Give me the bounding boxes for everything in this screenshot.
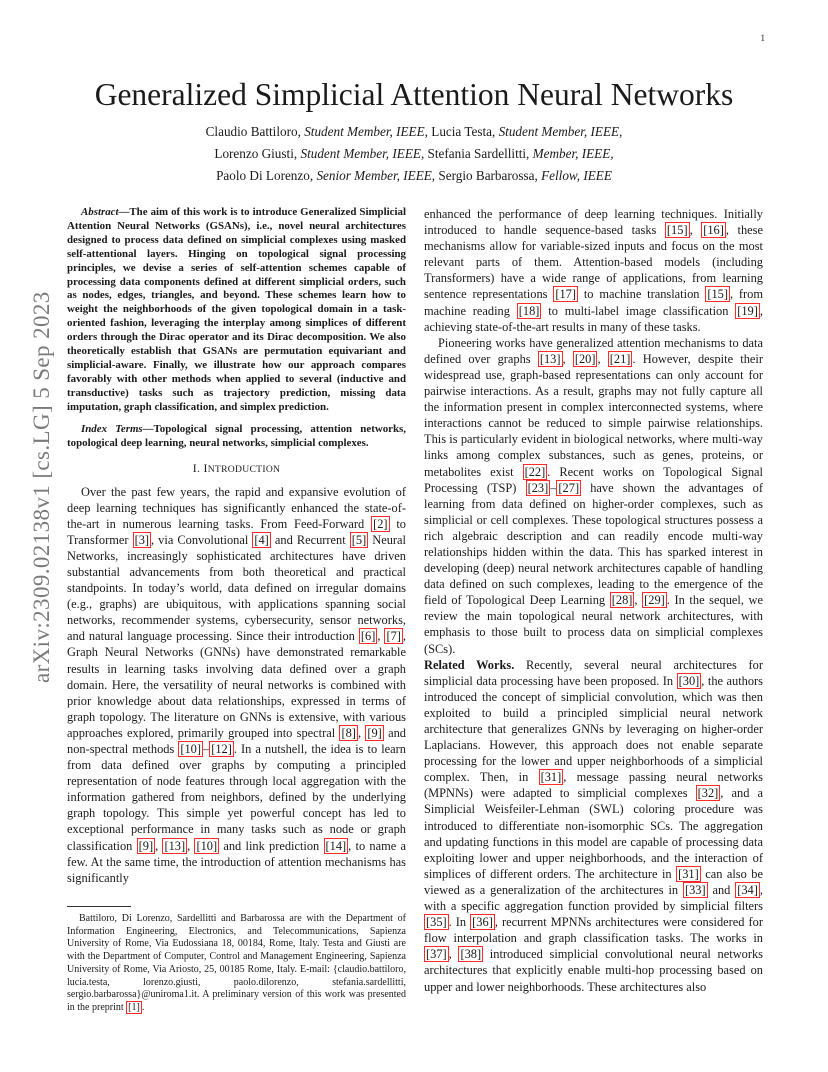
author-membership: Fellow, IEEE: [541, 168, 612, 183]
citation-link[interactable]: [12]: [211, 742, 232, 756]
citation-link[interactable]: [1]: [128, 1001, 140, 1013]
author-membership: Member, IEEE,: [532, 146, 614, 161]
citation-link[interactable]: [14]: [325, 838, 347, 853]
citation-link[interactable]: [9]: [138, 838, 154, 853]
right-column: [424, 206, 763, 995]
index-terms-text: —Topological signal processing, attention networks, topological deep learning, neural networks, simplicial complexes.: [67, 422, 406, 449]
citation-link[interactable]: [16]: [703, 223, 724, 238]
citation-link[interactable]: [5]: [351, 532, 367, 547]
citation-link[interactable]: [18]: [518, 303, 540, 318]
citation-link[interactable]: [27]: [558, 480, 580, 495]
citation-link[interactable]: [9]: [367, 725, 382, 740]
citation-link[interactable]: [22]: [524, 464, 546, 479]
introduction-paragraph: Over the past few years, the rapid and expansive evolution of deep learning techniques has significantly enhanced the state-of-the-art in numerous learning tasks. From Feed-Forward [2] to Transformer [3] , via Convolutional [4] and Recurrent [5] Neural Networks, increasingly sophisticated architectures have driven substantial advancements from both theoretical and practical standpoints. In today’s world, data defined on irregular domains (e.g., graphs) are ubiquitous, with applications spanning social networks, recommender systems, cybersecurity, sensor networks, and natural language processing. Since their introduction [6] , [7] , Graph Neural Networks (GNNs) have demonstrated remarkable results in learning tasks involving data defined over a graph domain. Here, the versatility of neural networks is combined with prior knowledge about data relationships, expressed in terms of graph topology. The literature on GNNs is extensive, with various approaches explored, primarily grouped into spectral [8] , [9] and non-spectral methods [10] – [12] . In a nutshell, the idea is to learn from data defined over graphs by computing a principled representation of node features through local aggregation with the information gathered from neighbors, defined by the underlying graph topology. This simple yet powerful concept has led to exceptional performance in many tasks such as node or graph classification [9] , [13] , [10] and link prediction [14] , to name a few. At the same time, the introduction of attention mechanisms has significantly: [67, 484, 406, 885]
abstract: [67, 206, 406, 415]
citation-link[interactable]: [17]: [555, 287, 577, 302]
citation-link[interactable]: [10]: [180, 742, 201, 756]
author-membership: Student Member, IEEE,: [498, 124, 623, 139]
citation-link[interactable]: [7]: [386, 629, 401, 644]
citation-link[interactable]: [20]: [574, 351, 596, 366]
citation-link[interactable]: [2]: [373, 516, 388, 531]
arxiv-identifier-stamp[interactable]: arXiv:2309.02138v1 [cs.LG] 5 Sep 2023: [29, 291, 54, 683]
author-name: Claudio Battiloro,: [205, 124, 301, 139]
citation-link[interactable]: [35]: [426, 915, 447, 930]
index-terms: [67, 423, 406, 451]
author-membership: Student Member, IEEE,: [300, 146, 425, 161]
citation-link[interactable]: [8]: [341, 725, 356, 740]
citation-link[interactable]: [31]: [678, 866, 699, 881]
citation-link[interactable]: [36]: [472, 915, 493, 930]
author-name: Stefania Sardellitti,: [427, 146, 530, 161]
citation-link[interactable]: [28]: [611, 593, 633, 608]
author-name: Paolo Di Lorenzo,: [216, 168, 314, 183]
citation-link[interactable]: [3]: [134, 532, 150, 547]
citation-link[interactable]: [30]: [678, 673, 700, 688]
citation-link[interactable]: [13]: [539, 351, 561, 366]
related-works-paragraph: Related Works. Recently, several neural architectures for simplicial data processing have been proposed. In [30] , the authors introduced the concept of simplicial convolution, which was then exploited to build a principled simplicial neural network architecture that generalizes GNNs by leveraging on higher-order Laplacians. However, this approach does not enable separate processing for the lower and upper neighborhoods of a simplicial complex. Then, in [31] , message passing neural networks (MPNNs) were adapted to simplicial complexes [32] , and a Simplicial Weisfeiler-Lehman (SWL) coloring procedure was introduced to differentiate non-isomorphic SCs. The aggregation and updating functions in this model are capable of processing data exploiting lower and upper neighborhoods, and the interaction of simplices of different orders. The architecture in [31] can also be viewed as a generalization of the architectures in [33] and [34] , with a specific aggregation function provided by simplicial filters [35] . In [36] , recurrent MPNNs architectures were considered for flow interpolation and graph classification tasks. The works in [37] , [38] introduced simplicial convolutional neural networks architectures that explicitly enable multi-hop processing based on upper and lower neighborhoods. These architectures also: [424, 657, 764, 994]
citation-link[interactable]: [10]: [196, 838, 218, 853]
citation-link[interactable]: [29]: [644, 593, 665, 608]
related-works-label: Related Works.: [424, 657, 515, 672]
abstract-label: Abstract: [81, 206, 119, 218]
footnote-separator: [67, 906, 131, 907]
citation-link[interactable]: [37]: [426, 947, 447, 962]
author-line-3: [0, 165, 828, 187]
citation-link[interactable]: [4]: [254, 532, 269, 547]
author-line-1: [0, 121, 828, 143]
abstract-text: —The aim of this work is to introduce Generalized Simplicial Attention Neural Networks (GSANs), i.e., novel neural architectures designed to process data defined on simplicial complexes using masked self-attentional layers. Hinging on topological signal processing principles, we devise a series of self-attention schemes capable of processing data components defined at different simplicial orders, such as nodes, edges, triangles, and beyond. These schemes learn how to weight the neighborhoods of the given topological domain in a task-oriented fashion, leveraging the interplay among simplices of different orders through the Dirac operator and its Dirac decomposition. We also theoretically establish that GSANs are permutation equivariant and simplicial-aware. Finally, we illustrate how our approach compares favorably with other methods when applied to several (inductive and transductive) tasks such as trajectory prediction, missing data imputation, graph classification, and simplex prediction.: [67, 206, 406, 413]
citation-link[interactable]: [32]: [697, 786, 719, 801]
citation-link[interactable]: [13]: [164, 838, 186, 853]
introduction-paragraph: enhanced the performance of deep learning techniques. Initially introduced to handle sequence-based tasks [15] , [16] , these mechanisms allow for variable-sized inputs and focus on the most relevant parts of them. Attention-based models (including Transformers) have a wide range of applications, from learning sentence representations [17] to machine translation [15] , from machine reading [18] to multi-label image classification [19] , achieving state-of-the-art results in many of these tasks.: [424, 207, 763, 334]
author-line-2: [0, 143, 828, 165]
citation-link[interactable]: [31]: [540, 770, 562, 785]
author-membership: Student Member, IEEE,: [304, 124, 428, 139]
citation-link[interactable]: [38]: [460, 947, 482, 962]
index-terms-label: Index Terms: [81, 422, 143, 435]
section-heading-introduction: I. INTRODUCTION: [192, 461, 281, 476]
citation-link[interactable]: [15]: [666, 223, 688, 238]
citation-link[interactable]: [23]: [527, 480, 549, 495]
author-membership: Senior Member, IEEE,: [316, 168, 436, 183]
introduction-paragraph: Pioneering works have generalized attention mechanisms to data defined over graphs [13] , [20] , [21] . However, despite their widespread use, graph-based representations can only account for pairwise interactions. As a result, graphs may not fully capture all the information present in complex interconnected systems, where interactions cannot be reduced to simple pairwise relationships. This is particularly evident in biological networks, where multi-way links among complex substances, such as genes, proteins, or metabolites exist [22] . Recent works on Topological Signal Processing (TSP) [23] – [27] have shown the advantages of learning from data defined on higher-order complexes, such as simplicial or cell complexes. These topological structures possess a rich algebraic description and can readily encode multi-way relationships hidden within the data. This has sparked interest in developing (deep) neural network architectures capable of handling data defined on such complexes, leading to the emergence of the field of Topological Deep Learning [28] , [29] . In the sequel, we review the main topological neural network architectures, with emphasis to those built to process data on simplicial complexes (SCs).: [424, 335, 763, 656]
citation-link[interactable]: [21]: [609, 351, 631, 366]
citation-link[interactable]: [19]: [737, 303, 758, 318]
page-number: 1: [760, 33, 765, 43]
author-name: Lorenzo Giusti,: [214, 146, 298, 161]
citation-link[interactable]: [33]: [684, 882, 706, 897]
citation-link[interactable]: [6]: [360, 629, 376, 644]
paper-title: Generalized Simplicial Attention Neural Networks: [94, 77, 734, 112]
citation-link[interactable]: [34]: [737, 882, 758, 897]
author-name: Lucia Testa,: [431, 124, 496, 139]
citation-link[interactable]: [15]: [707, 287, 728, 302]
author-affiliation-footnote: Battiloro, Di Lorenzo, Sardellitti and Barbarossa are with the Department of Information Engineering, Electronics, and Telecommunications, Sapienza University of Rome, Via Eudossiana 18, 00184, Rome, Italy. Testa and Giusti are with the Department of Computer, Control and Management Engineering, Sapienza University of Rome, Via Ariosto, 25, 00185 Rome, Italy. E-mail: {claudio.battiloro, lucia.testa, lorenzo.giusti, paolo.dilorenzo, stefania.sardellitti, sergio.barbarossa}@uniroma1.it. A preliminary version of this work was presented in the preprint [1] .: [67, 913, 406, 1013]
left-column: [67, 206, 406, 886]
author-name: Sergio Barbarossa,: [438, 168, 538, 183]
author-list: [0, 121, 828, 187]
